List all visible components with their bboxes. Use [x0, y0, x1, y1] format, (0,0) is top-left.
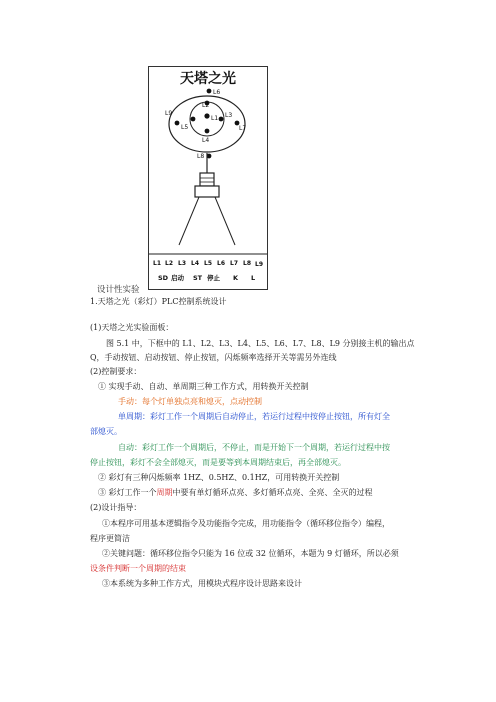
- lamp-label-l6: L6: [213, 89, 221, 96]
- section1-title: (1)天塔之光实验面板：: [90, 323, 174, 332]
- button-k: K: [233, 274, 239, 282]
- figure-title: 天塔之光: [180, 71, 236, 87]
- section2-title: (2)控制要求：: [90, 367, 142, 376]
- bottom-lamp-l6: L6: [217, 260, 225, 267]
- lamp-label-l9: L9: [165, 110, 173, 117]
- section3-item-1b: 程序更简洁: [90, 534, 130, 543]
- button-start: 启动: [171, 274, 184, 282]
- bottom-lamp-l5: L5: [204, 260, 212, 267]
- lamp-label-l8: L8: [197, 153, 205, 160]
- bottom-lamp-l7: L7: [230, 260, 238, 267]
- bottom-lamp-l8: L8: [243, 260, 251, 267]
- section1-text-1: 图 5.1 中，下框中的 L1、L2、L3、L4、L5、L6、L7、L8、L9 分别接主机的输出点: [106, 339, 415, 348]
- single-cycle-text-1: 单周期：彩灯工作一个周期后自动停止，若运行过程中按停止按钮，所有灯全: [118, 412, 390, 421]
- doc-heading: 1.天塔之光（彩灯）PLC控制系统设计: [90, 297, 227, 306]
- lamp-label-l4: L4: [202, 137, 210, 144]
- section3-item-3: ③本系统为多种工作方式，用模块式程序设计思路来设计: [102, 579, 302, 588]
- section3-title: (2)设计指导：: [90, 503, 142, 512]
- lamp-label-l5: L5: [181, 124, 189, 131]
- lamp-label-l2: L2: [202, 102, 210, 109]
- lamp-label-l1: L1: [211, 115, 219, 122]
- button-sd: SD: [158, 274, 169, 282]
- tower-lamp-head: [200, 173, 214, 186]
- section3-item-1a: ①本程序可用基本逻辑指令及功能指令完成，用功能指令（循环移位指令）编程，: [102, 519, 390, 528]
- figure-caption: 设计性实验: [97, 285, 140, 295]
- button-stop: 停止: [207, 274, 220, 282]
- section3-item-2a: ②关键问题：循环移位指令只能为 16 位或 32 位循环，本题为 9 灯循环，所以必须: [102, 549, 399, 558]
- section1-text-2: Q，手动按钮、启动按钮、停止按钮，闪烁频率选择开关等需另外连线: [90, 353, 337, 362]
- section2-item-1: ① 实现手动、自动、单周期三种工作方式，用转换开关控制: [98, 382, 309, 391]
- beam-left: [179, 197, 199, 245]
- bottom-lamp-l3: L3: [178, 260, 186, 267]
- bottom-lamp-l9: L9: [255, 261, 263, 268]
- tower-light-panel: [148, 66, 268, 290]
- bottom-lamp-l4: L4: [191, 260, 199, 267]
- single-cycle-text-2: 部熄灭。: [90, 427, 122, 436]
- auto-mode-text-1: 自动：彩灯工作一个周期后，不停止，而是开始下一个周期，若运行过程中按: [118, 443, 390, 452]
- bottom-lamp-l2: L2: [165, 260, 173, 267]
- lamp-label-l3: L3: [225, 112, 233, 119]
- beam-right: [215, 197, 235, 245]
- button-st: ST: [193, 274, 203, 282]
- bottom-lamp-l1: L1: [153, 260, 161, 267]
- section2-item-3: ③ 彩灯工作一个周期中要有单灯循环点亮、多灯循环点亮、全亮、全灭的过程: [98, 488, 373, 497]
- section2-item-2: ② 彩灯有三种闪烁频率 1HZ、0.5HZ、0.1HZ，可用转换开关控制: [98, 473, 340, 482]
- manual-mode-text: 手动：每个灯单独点亮和熄灭，点动控制: [118, 397, 262, 406]
- lamp-label-l7: L7: [239, 125, 247, 132]
- tower-diagram: [149, 67, 267, 289]
- tower-base: [195, 186, 219, 197]
- section3-item-2b: 设条件判断一个周期的结束: [90, 564, 186, 573]
- auto-mode-text-2: 停止按钮，彩灯不会全部熄灭，而是要等到本周期结束后，再全部熄灭。: [90, 458, 346, 467]
- button-l: L: [251, 274, 256, 282]
